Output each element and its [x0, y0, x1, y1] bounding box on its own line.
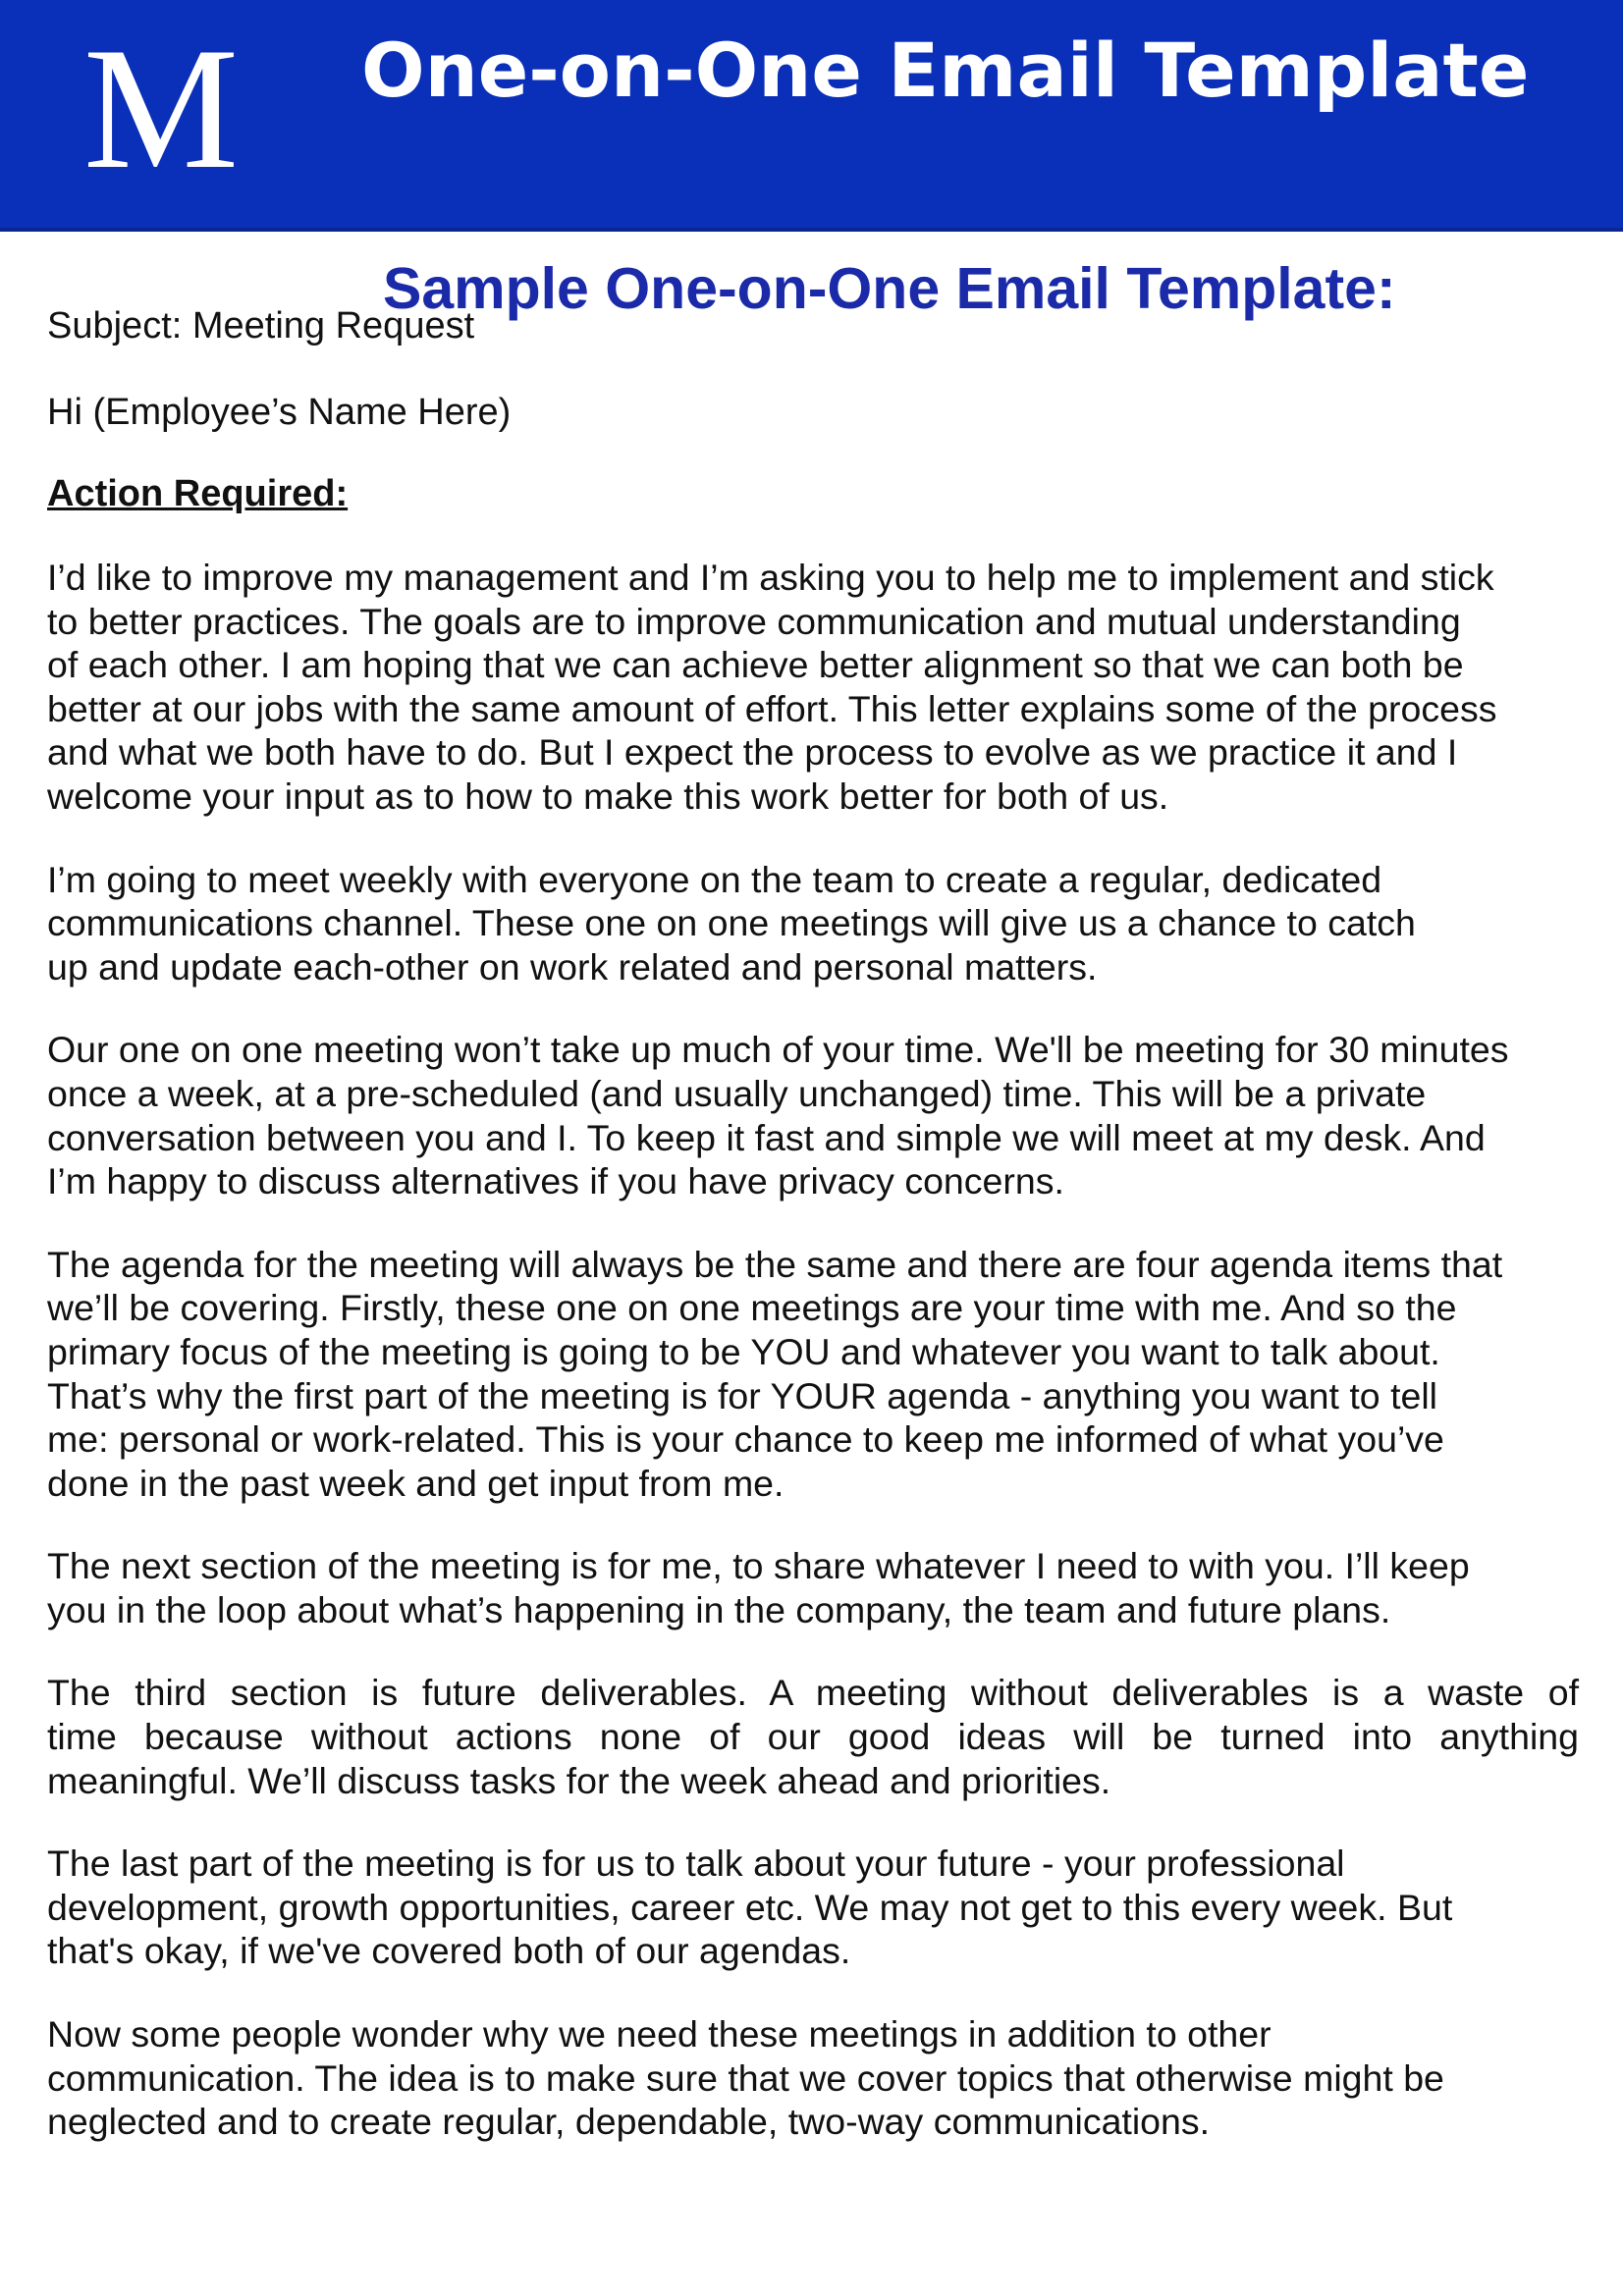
paragraph-deliverables — [47, 1671, 1579, 1802]
company-logo: M — [82, 11, 236, 205]
paragraph-deliverables-line: meaningful. We’ll discuss tasks for the week ahead and priorities. — [47, 1759, 1111, 1801]
paragraph-intro: I’d like to improve my management and I’m asking you to help me to implement and stick to better practices. The goals are to improve communication and mutual understanding of each other. I am hoping that we can achieve better alignment so that we can both be better at our jobs with the same amount of effort. This letter explains some of the process and what we both have to do. But I expect the process to evolve as we practice it and I welcome your input as to how to make this work better for both of us. — [47, 557, 1497, 817]
action-required-label: Action Required: — [47, 473, 349, 514]
paragraph-weekly-meetings: I’m going to meet weekly with everyone on the team to create a regular, dedicated communications channel. These one on one meetings will give us a chance to catch up and update each-other on work related and personal matters. — [47, 858, 1416, 988]
paragraph-deliverables-line: time because without actions none of our good ideas will be turned into anything — [47, 1716, 1579, 1758]
email-greeting: Hi (Employee’s Name Here) — [47, 392, 512, 433]
header-banner — [0, 0, 1623, 232]
document-body — [47, 253, 1579, 2144]
document-heading: Sample One-on-One Email Template: — [383, 256, 1396, 321]
paragraph-manager-section: The next section of the meeting is for me, to share whatever I need to with you. I’ll keep you in the loop about what’s happening in the company, the team and future plans. — [47, 1545, 1470, 1630]
paragraph-deliverables-line: The third section is future deliverables. A meeting without deliverables is a waste of — [47, 1672, 1579, 1714]
paragraph-agenda: The agenda for the meeting will always be the same and there are four agenda items that we’ll be covering. Firstly, these one on one meetings are your time with me. And so the primary focus of the meeting is going to be YOU and whatever you want to talk about. That’s why the first part of the meeting is for YOUR agenda - anything you want to tell me: personal or work-related. This is your chance to keep me informed of what you’ve done in the past week and get input from me. — [47, 1243, 1503, 1504]
page-title: One-on-One Email Template — [361, 27, 1530, 114]
paragraph-time-commitment: Our one on one meeting won’t take up much of your time. We'll be meeting for 30 minutes once a week, at a pre-scheduled (and usually unchanged) time. This will be a private conversation between you and I. To keep it fast and simple we will meet at my desk. And I’m happy to discuss alternatives if you have privacy concerns. — [47, 1029, 1509, 1202]
email-subject: Subject: Meeting Request — [47, 305, 475, 347]
paragraph-why-meetings: Now some people wonder why we need these meetings in addition to other communication. The idea is to make sure that we cover topics that otherwise might be neglected and to create regular, dependable, two-way communications. — [47, 2013, 1444, 2143]
paragraph-future: The last part of the meeting is for us to talk about your future - your professional development, growth opportunities, career etc. We may not get to this every week. But that's okay, if we've covered both of our agendas. — [47, 1842, 1453, 1972]
